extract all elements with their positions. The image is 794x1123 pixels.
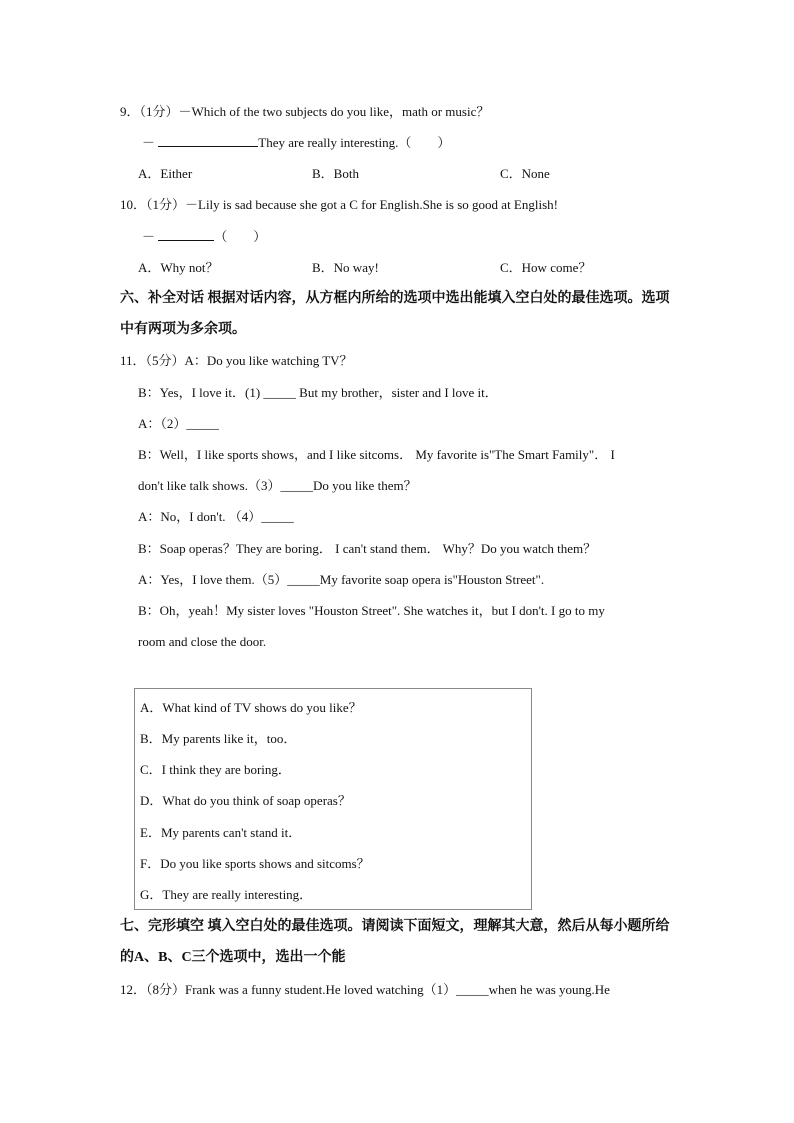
q11-dialog-line: B：Oh，yeah！My sister loves "Houston Street". She watches it，but I don't. I go to my — [138, 603, 605, 618]
q9-option-b[interactable]: B．Both — [312, 166, 359, 181]
q9-answer-rest: They are really interesting.（ ） — [258, 135, 451, 150]
section7-heading-line1: 七、完形填空 填入空白处的最佳选项。请阅读下面短文，理解其大意，然后从每小题所给 — [120, 919, 670, 934]
section6-heading-line2: 中有两项为多余项。 — [120, 322, 246, 337]
q11-dialog-line: 11．（5分）A：Do you like watching TV？ — [120, 353, 353, 368]
section7-heading-line2: 的A、B、C三个选项中，选出一个能 — [120, 950, 346, 965]
q12-stem: 12．（8分）Frank was a funny student.He loved watching（1）_____when he was young.He — [120, 982, 610, 997]
q10-answer-line — [142, 228, 266, 246]
q11-option-g[interactable]: G．They are really interesting． — [140, 887, 313, 902]
q10-stem: 10．（1分）－Lily is sad because she got a C for English.She is so good at English! — [120, 197, 558, 212]
q9-dash: － — [142, 135, 156, 150]
q11-dialog-line: room and close the door. — [138, 634, 267, 649]
q11-dialog-line: A：（2）_____ — [138, 416, 219, 431]
q11-option-f[interactable]: F．Do you like sports shows and sitcoms？ — [140, 856, 370, 871]
q11-options-box — [134, 688, 532, 910]
q10-answer-blank[interactable] — [158, 228, 214, 241]
q10-option-a[interactable]: A．Why not？ — [138, 260, 219, 275]
section6-heading-line1: 六、补全对话 根据对话内容，从方框内所给的选项中选出能填入空白处的最佳选项。选项 — [120, 291, 670, 306]
q11-dialog-line: A：Yes，I love them.（5）_____My favorite soap opera is"Houston Street". — [138, 572, 545, 587]
q11-option-c[interactable]: C．I think they are boring． — [140, 762, 291, 777]
q10-dash: － — [142, 229, 156, 244]
q11-dialog-line: don't like talk shows.（3）_____Do you like them？ — [138, 478, 417, 493]
q11-dialog-line: B：Well，I like sports shows，and I like sitcoms． My favorite is"The Smart Family"． I — [138, 447, 615, 462]
q11-dialog-line: B：Soap operas？They are boring． I can't stand them． Why？Do you watch them？ — [138, 541, 597, 556]
q11-dialog-line: A：No，I don't. （4）_____ — [138, 509, 294, 524]
q9-stem: 9．（1分）－Which of the two subjects do you like，math or music？ — [120, 104, 490, 119]
q9-option-c[interactable]: C．None — [500, 166, 550, 181]
q9-option-a[interactable]: A．Either — [138, 166, 193, 181]
q9-answer-line — [142, 134, 450, 152]
q11-option-a[interactable]: A．What kind of TV shows do you like？ — [140, 700, 362, 715]
q11-dialog-line: B：Yes，I love it．(1) _____ But my brother，sister and I love it． — [138, 385, 498, 400]
q11-option-d[interactable]: D．What do you think of soap operas？ — [140, 793, 351, 808]
q10-answer-rest: （ ） — [214, 229, 267, 244]
q10-option-b[interactable]: B．No way! — [312, 260, 379, 275]
q11-option-e[interactable]: E．My parents can't stand it． — [140, 825, 302, 840]
q10-option-c[interactable]: C．How come？ — [500, 260, 592, 275]
q9-answer-blank[interactable] — [158, 134, 258, 147]
q11-option-b[interactable]: B．My parents like it，too． — [140, 731, 297, 746]
